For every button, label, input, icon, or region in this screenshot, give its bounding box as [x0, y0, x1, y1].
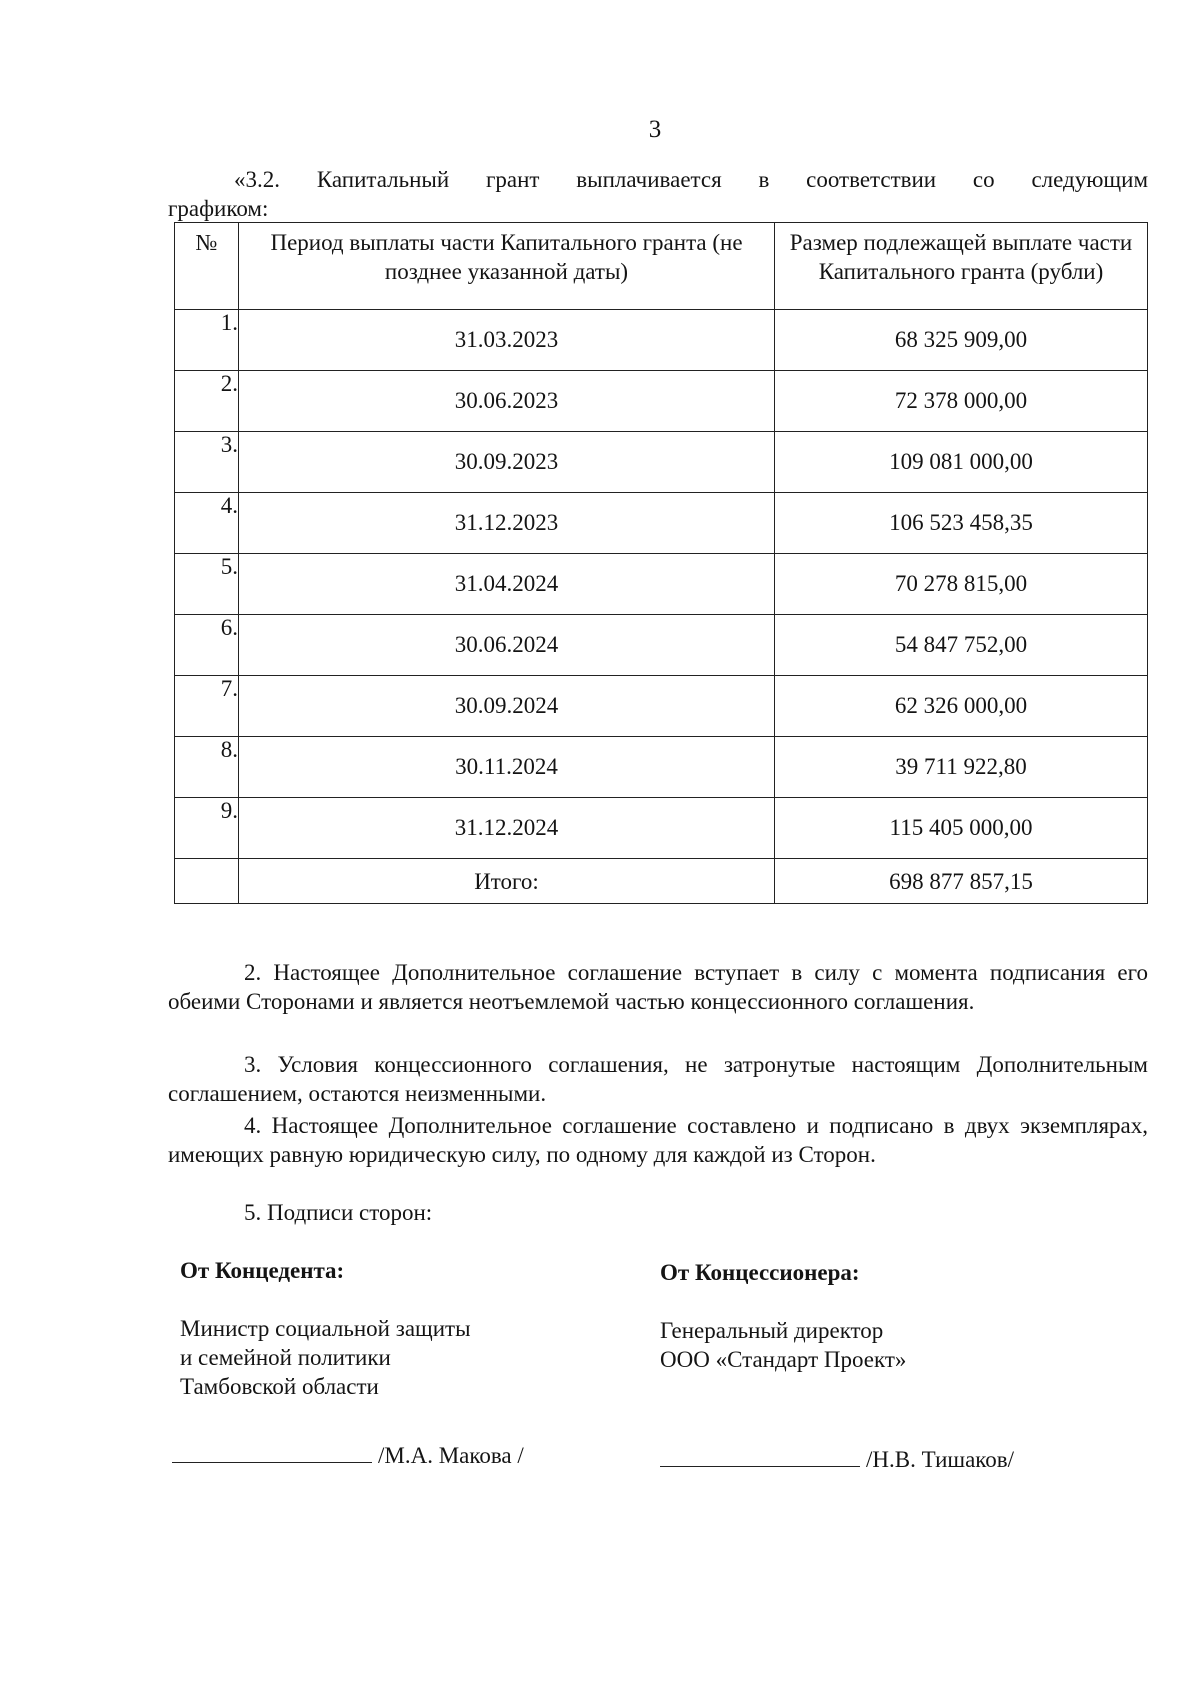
table-row: [175, 432, 1148, 493]
paragraph-2-text: 2. Настоящее Дополнительное соглашение вступает в силу с момента подписания его обеими Сторонами и является неотъемлемой частью концессионного соглашения.: [168, 960, 1148, 1014]
table-row: [175, 676, 1148, 737]
concessionaire-title-line2: ООО «Стандарт Проект»: [660, 1347, 907, 1372]
row-amount: 115 405 000,00: [775, 798, 1148, 859]
row-num: 4.: [175, 493, 239, 554]
table-row: [175, 554, 1148, 615]
concedent-title-line2: и семейной политики: [180, 1345, 391, 1370]
row-date: 30.06.2024: [239, 615, 775, 676]
table-row: [175, 798, 1148, 859]
concedent-heading: От Концедента:: [180, 1258, 345, 1283]
table-row: [175, 615, 1148, 676]
signature-line: [660, 1444, 860, 1467]
intro-continuation: графиком:: [168, 196, 269, 221]
row-amount: 54 847 752,00: [775, 615, 1148, 676]
signature-line: [172, 1440, 372, 1463]
paragraph-3: [168, 1050, 1148, 1108]
row-amount: 62 326 000,00: [775, 676, 1148, 737]
table-header-row: [175, 223, 1148, 310]
row-date: 31.12.2024: [239, 798, 775, 859]
total-amount: 698 877 857,15: [775, 859, 1148, 904]
row-amount: 70 278 815,00: [775, 554, 1148, 615]
table-row: [175, 737, 1148, 798]
header-amount: Размер подлежащей выплате части Капитального гранта (рубли): [775, 223, 1148, 310]
row-date: 30.11.2024: [239, 737, 775, 798]
header-period: Период выплаты части Капитального гранта (не позднее указанной даты): [239, 223, 775, 310]
page-number: 3: [648, 116, 662, 143]
paragraph-3-text: 3. Условия концессионного соглашения, не затронутые настоящим Дополнительным соглашением, остаются неизменными.: [168, 1052, 1148, 1106]
row-date: 31.04.2024: [239, 554, 775, 615]
row-date: 30.09.2023: [239, 432, 775, 493]
intro-paragraph: [168, 165, 1148, 194]
row-num: 8.: [175, 737, 239, 798]
signature-block-left: [180, 1256, 600, 1401]
row-amount: 39 711 922,80: [775, 737, 1148, 798]
header-num: №: [175, 223, 239, 310]
row-amount: 106 523 458,35: [775, 493, 1148, 554]
row-amount: 72 378 000,00: [775, 371, 1148, 432]
row-num: 1.: [175, 310, 239, 371]
concedent-title-line3: Тамбовской области: [180, 1374, 379, 1399]
concedent-name: /М.А. Макова /: [378, 1443, 524, 1468]
row-date: 30.09.2024: [239, 676, 775, 737]
row-num: 7.: [175, 676, 239, 737]
concedent-signature: [172, 1440, 524, 1469]
paragraph-5: 5. Подписи сторон:: [244, 1200, 433, 1225]
concessionaire-heading: От Концессионера:: [660, 1260, 860, 1285]
row-num: 3.: [175, 432, 239, 493]
row-num: 6.: [175, 615, 239, 676]
signature-block-right: [660, 1258, 1100, 1374]
paragraph-2: [168, 958, 1148, 1016]
row-date: 30.06.2023: [239, 371, 775, 432]
table-row: [175, 371, 1148, 432]
payment-schedule-table: [174, 222, 1148, 904]
concessionaire-name: /Н.В. Тишаков/: [866, 1447, 1015, 1472]
paragraph-4-text: 4. Настоящее Дополнительное соглашение составлено и подписано в двух экземплярах, имеющих равную юридическую силу, по одному для каждой из Сторон.: [168, 1113, 1148, 1167]
total-label: Итого:: [239, 859, 775, 904]
paragraph-4: [168, 1111, 1148, 1169]
row-date: 31.12.2023: [239, 493, 775, 554]
intro-text: «3.2. Капитальный грант выплачивается в соответствии со следующим: [234, 167, 1148, 192]
concessionaire-signature: [660, 1444, 1014, 1473]
row-amount: 68 325 909,00: [775, 310, 1148, 371]
row-num: 5.: [175, 554, 239, 615]
row-num: 9.: [175, 798, 239, 859]
row-num: 2.: [175, 371, 239, 432]
row-date: 31.03.2023: [239, 310, 775, 371]
table-row: [175, 493, 1148, 554]
table-row: [175, 310, 1148, 371]
concedent-title-line1: Министр социальной защиты: [180, 1316, 471, 1341]
row-amount: 109 081 000,00: [775, 432, 1148, 493]
total-row: [175, 859, 1148, 904]
total-num-cell: [175, 859, 239, 904]
concessionaire-title-line1: Генеральный директор: [660, 1318, 884, 1343]
